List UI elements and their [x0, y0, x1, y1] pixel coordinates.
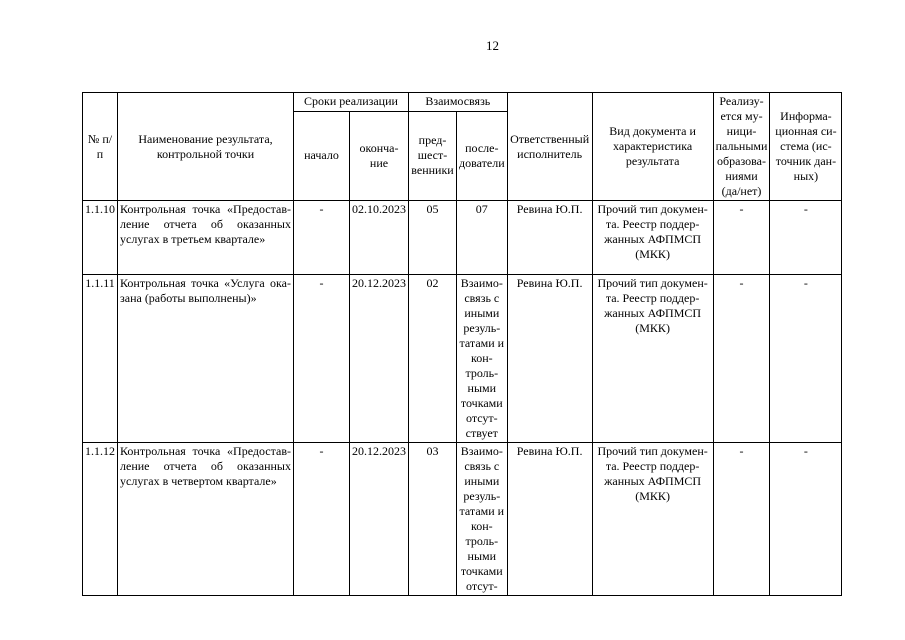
header-relation: Взаимосвязь — [409, 93, 508, 112]
cell-info-system: - — [770, 201, 842, 275]
control-points-table — [82, 92, 842, 596]
header-end: оконча-ние — [350, 111, 409, 200]
cell-start: - — [294, 443, 350, 596]
cell-municipal: - — [713, 201, 770, 275]
cell-responsible: Ревина Ю.П. — [507, 443, 592, 596]
cell-predecessors: 03 — [409, 443, 457, 596]
cell-predecessors: 02 — [409, 275, 457, 443]
header-terms: Сроки реализации — [294, 93, 409, 112]
cell-start: - — [294, 275, 350, 443]
header-start: начало — [294, 111, 350, 200]
cell-responsible: Ревина Ю.П. — [507, 201, 592, 275]
cell-municipal: - — [713, 443, 770, 596]
cell-name: Контрольная точка «Предостав-ление отчета об оказанных услугах в третьем квартале» — [118, 201, 294, 275]
cell-doc-type: Прочий тип докумен-та. Реестр поддер-жанных АФПМСП (МКК) — [592, 275, 713, 443]
cell-info-system: - — [770, 275, 842, 443]
cell-successors: Взаимо-связь с иными резуль-татами и кон-троль-ными точками отсут-ствует — [457, 275, 508, 443]
cell-end: 02.10.2023 — [350, 201, 409, 275]
header-municipal: Реализу-ется му-ници-пальными образова-ниями (да/нет) — [713, 93, 770, 201]
cell-doc-type: Прочий тип докумен-та. Реестр поддер-жанных АФПМСП (МКК) — [592, 201, 713, 275]
cell-end: 20.12.2023 — [350, 275, 409, 443]
cell-start: - — [294, 201, 350, 275]
cell-name: Контрольная точка «Услуга ока-зана (работы выполнены)» — [118, 275, 294, 443]
cell-municipal: - — [713, 275, 770, 443]
cell-info-system: - — [770, 443, 842, 596]
header-doc-type: Вид документа и характеристика результата — [592, 93, 713, 201]
cell-end: 20.12.2023 — [350, 443, 409, 596]
header-responsible: Ответственный исполнитель — [507, 93, 592, 201]
cell-num: 1.1.11 — [83, 275, 118, 443]
cell-doc-type: Прочий тип докумен-та. Реестр поддер-жанных АФПМСП (МКК) — [592, 443, 713, 596]
cell-successors: Взаимо-связь с иными резуль-татами и кон-троль-ными точками отсут- — [457, 443, 508, 596]
header-predecessors: пред-шест-венники — [409, 111, 457, 200]
cell-num: 1.1.12 — [83, 443, 118, 596]
document-table-wrapper — [82, 92, 842, 596]
table-row — [83, 201, 842, 275]
header-successors: после-дователи — [457, 111, 508, 200]
page-number: 12 — [486, 38, 499, 53]
cell-responsible: Ревина Ю.П. — [507, 275, 592, 443]
cell-num: 1.1.10 — [83, 201, 118, 275]
table-row — [83, 443, 842, 596]
cell-successors: 07 — [457, 201, 508, 275]
table-row — [83, 275, 842, 443]
header-num: № п/п — [83, 93, 118, 201]
cell-predecessors: 05 — [409, 201, 457, 275]
header-info-system: Информа-ционная си-стема (ис-точник дан-ных) — [770, 93, 842, 201]
header-name: Наименование результата, контрольной точки — [118, 93, 294, 201]
cell-name: Контрольная точка «Предостав-ление отчета об оказанных услугах в четвертом квартале» — [118, 443, 294, 596]
